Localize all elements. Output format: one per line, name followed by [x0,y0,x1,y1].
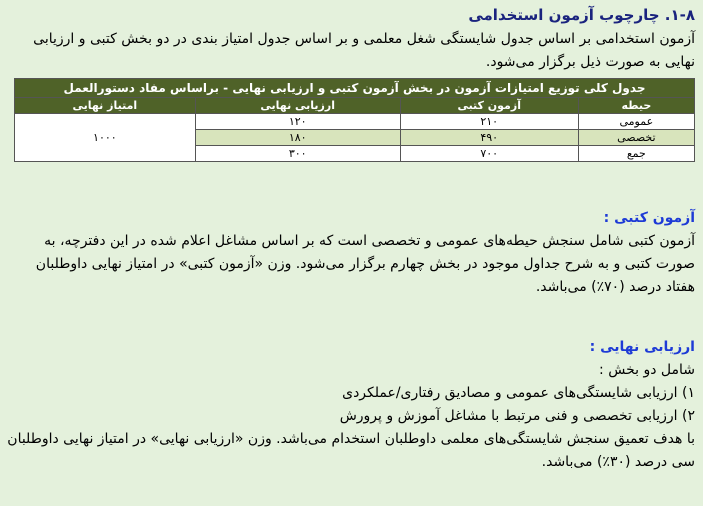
final-eval-section [5,336,695,474]
cell-domain: جمع [578,146,694,162]
final-eval-title: ارزیابی نهایی : [589,339,695,355]
written-exam-body: آزمون کتبی شامل سنجش حیطه‌های عمومی و تخصصی است که بر اساس مشاغل اعلام شده در این دفترچه، به صورت کتبی و به شرح جداول موجود در بخش چهارم برگزار می‌شود. وزن «آزمون کتبی» در امتیاز نهایی داوطلبان هفتاد درصد (۷۰٪) می‌باشد. [35,233,695,295]
cell-domain: تخصصی [578,130,694,146]
cell-written: ۴۹۰ [400,130,578,146]
table-caption: جدول کلی توزیع امتیازات آزمون در بخش آزمون کتبی و ارزیابی نهایی - براساس مفاد دستورالعمل [15,79,695,98]
final-eval-item2: ۲) ارزیابی تخصصی و فنی مرتبط با مشاغل آموزش و پرورش [339,408,695,424]
header-final: ارزیابی نهایی [195,98,400,114]
final-eval-line1: شامل دو بخش : [599,362,695,378]
final-eval-item1: ۱) ارزیابی شایستگی‌های عمومی و مصادیق رفتاری/عملکردی [342,385,695,401]
header-total: امتیاز نهایی [15,98,196,114]
score-distribution-table [14,78,695,162]
written-exam-section [5,207,695,299]
header-written: آزمون کتبی [400,98,578,114]
written-exam-title: آزمون کتبی : [603,210,695,226]
header-domain: حیطه [578,98,694,114]
cell-written: ۷۰۰ [400,146,578,162]
cell-final: ۱۸۰ [195,130,400,146]
cell-total: ۱۰۰۰ [15,114,196,162]
section-heading: ۱-۸. چارچوب آزمون استخدامی [468,6,695,24]
table-row [15,114,695,130]
final-eval-body: با هدف تعمیق سنجش شایستگی‌های معلمی داوطلبان استخدام می‌باشد. وزن «ارزیابی نهایی» در امتیاز نهایی داوطلبان سی درصد (۳۰٪) می‌باشد. [7,431,695,470]
cell-written: ۲۱۰ [400,114,578,130]
cell-domain: عمومی [578,114,694,130]
exam-framework-section [10,0,703,183]
cell-final: ۱۲۰ [195,114,400,130]
intro-paragraph: آزمون استخدامی بر اساس جدول شایستگی شغل معلمی و بر اساس جدول امتیاز بندی در دو بخش کتبی و ارزیابی نهایی به صورت ذیل برگزار می‌شود. [33,31,695,70]
cell-final: ۳۰۰ [195,146,400,162]
